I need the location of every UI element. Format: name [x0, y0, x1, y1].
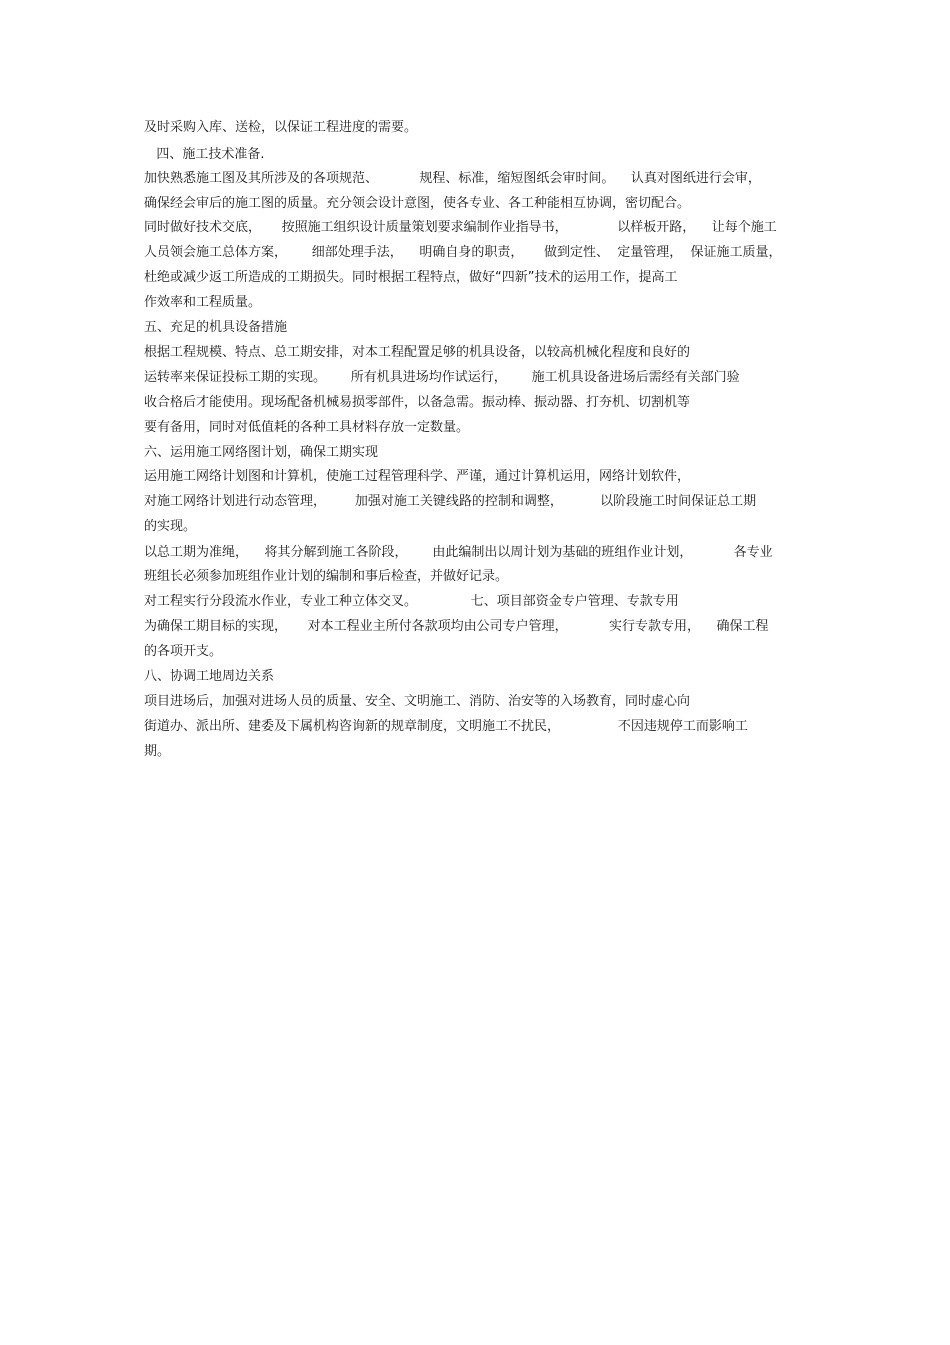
text-line: 及时采购入库、送检，以保证工程进度的需要。 — [144, 120, 418, 135]
text-line: 运用施工网络计划图和计算机，使施工过程管理科学、严谨，通过计算机运用，网络计划软件， — [144, 469, 691, 484]
text-line: 运转率来保证投标工期的实现。 所有机具进场均作试运行， 施工机具设备进场后需经有关部门验 — [144, 370, 740, 385]
section-heading: 八、协调工地周边关系 — [144, 669, 275, 684]
text-line: 街道办、派出所、建委及下属机构咨询新的规章制度，文明施工不扰民， 不因违规停工而影响工 — [144, 719, 748, 734]
text-line: 对工程实行分段流水作业，专业工种立体交叉。 七、项目部资金专户管理、专款专用 — [144, 594, 679, 609]
text-line: 作效率和工程质量。 — [144, 295, 262, 310]
text-line: 杜绝或减少返工所造成的工期损失。同时根据工程特点，做好“四新”技术的运用工作，提高工 — [144, 270, 678, 285]
text-line: 期。 — [144, 744, 171, 759]
text-line: 对施工网络计划进行动态管理， 加强对施工关键线路的控制和调整， 以阶段施工时间保证总工期 — [144, 494, 757, 509]
text-line: 加快熟悉施工图及其所涉及的各项规范、 规程、标准，缩短图纸会审时间。 认真对图纸进行会审， — [144, 171, 761, 186]
text-line: 收合格后才能使用。现场配备机械易损零部件，以备急需。振动棒、振动器、打夯机、切割机等 — [144, 395, 691, 410]
text-line: 确保经会审后的施工图的质量。充分领会设计意图，使各专业、各工种能相互协调，密切配合。 — [144, 196, 691, 211]
text-line: 同时做好技术交底， 按照施工组织设计质量策划要求编制作业指导书， 以样板开路， 让每个施工 — [144, 220, 777, 235]
text-line: 以总工期为准绳， 将其分解到施工各阶段， 由此编制出以周计划为基础的班组作业计划， 各专业 — [144, 545, 773, 560]
text-line: 人员领会施工总体方案， 细部处理手法， 明确自身的职责， 做到定性、 定量管理， 保证施工质量， — [144, 245, 782, 260]
text-line: 根据工程规模、特点、总工期安排，对本工程配置足够的机具设备，以较高机械化程度和良好的 — [144, 345, 691, 360]
text-line: 项目进场后，加强对进场人员的质量、安全、文明施工、消防、治安等的入场教育，同时虚心向 — [144, 694, 691, 709]
section-heading: 六、运用施工网络图计划，确保工期实现 — [144, 445, 379, 460]
text-line: 为确保工期目标的实现， 对本工程业主所付各款项均由公司专户管理， 实行专款专用， 确保工程 — [144, 619, 769, 634]
text-line: 的实现。 — [144, 519, 197, 534]
section-heading: 五、充足的机具设备措施 — [144, 320, 288, 335]
text-line: 班组长必须参加班组作业计划的编制和事后检查，并做好记录。 — [144, 569, 509, 584]
section-heading: 四、施工技术准备. — [144, 147, 265, 162]
text-line: 的各项开支。 — [144, 644, 223, 659]
text-line: 要有备用，同时对低值耗的各种工具材料存放一定数量。 — [144, 420, 470, 435]
